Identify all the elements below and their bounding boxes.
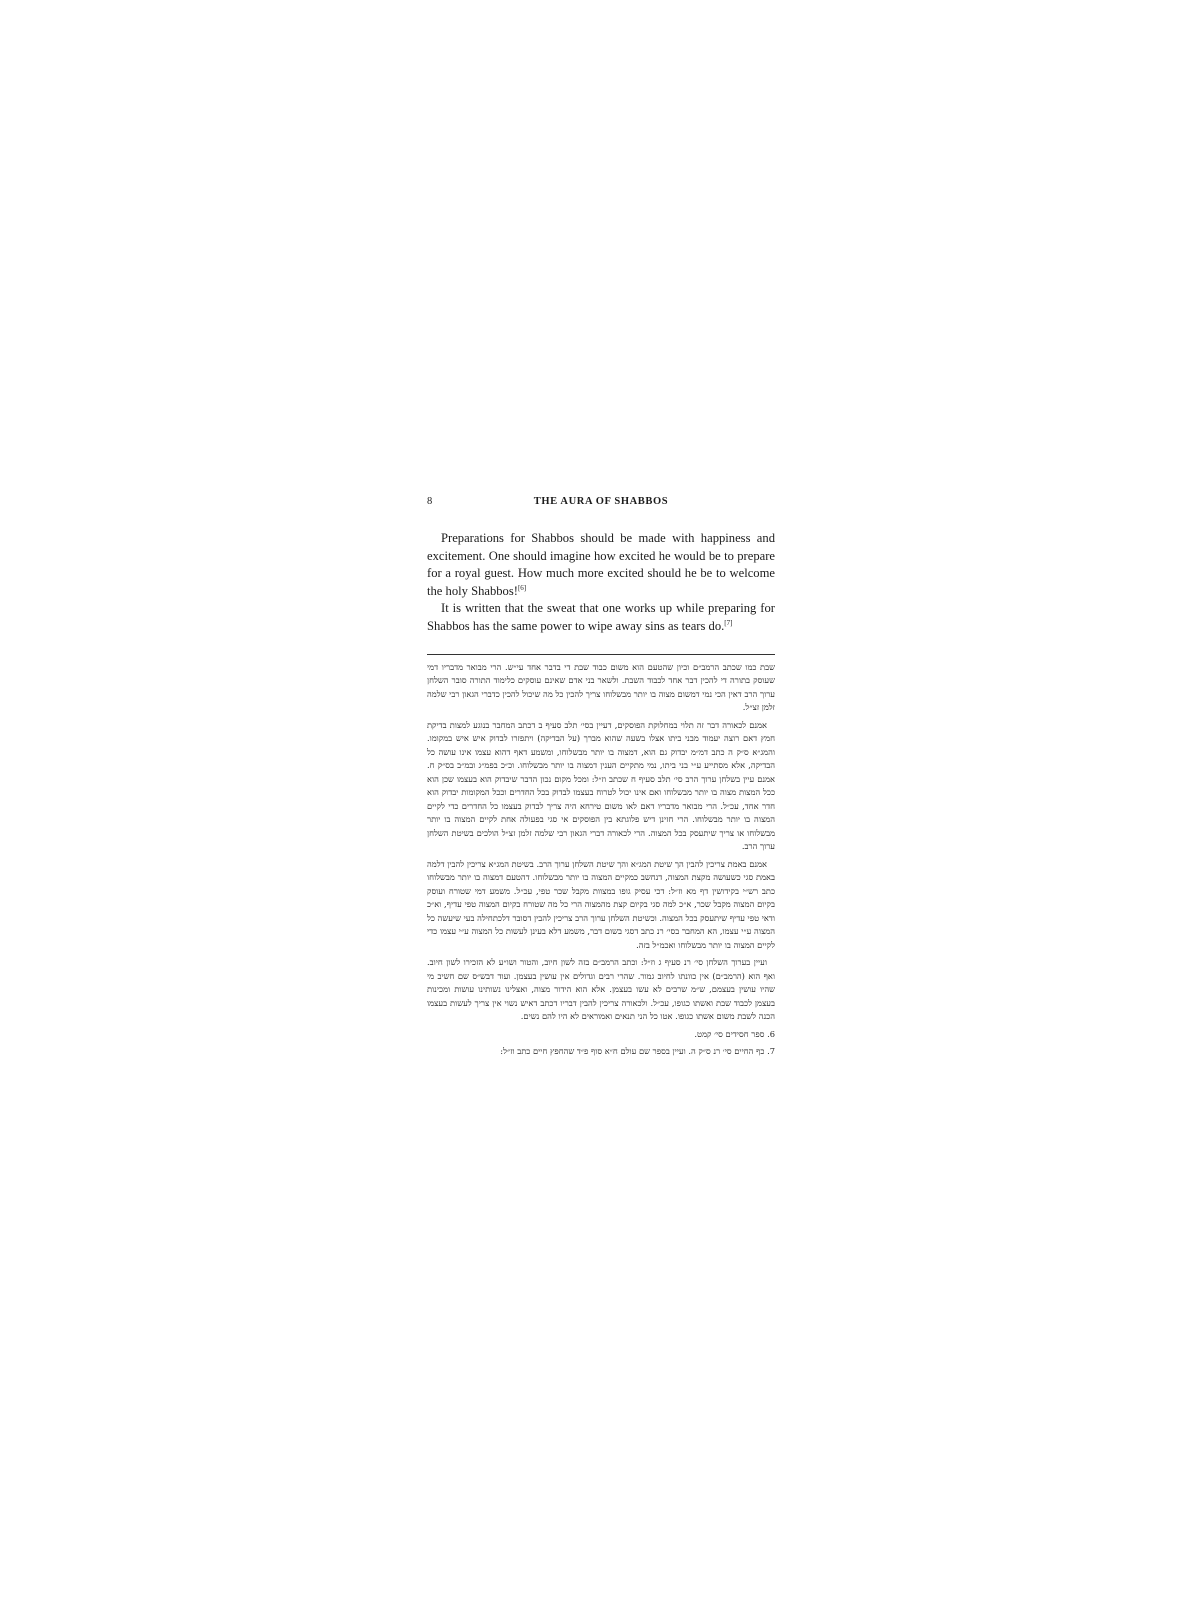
footnote-7: 7. כף החיים סי׳ רנ ס״ק ה. ועיין בספר שם עולם ח״א סוף פ״ד שהחפץ חיים כתב וז״ל:: [500, 1046, 775, 1057]
footnote-6: 6. ספר חסידים סי׳ קמט.: [694, 1028, 775, 1039]
footnote-paragraph: אמנם באמת צריכין להבין הך שיטת המג״א והך שיטת השלחן ערוך הרב. בשיטת המג״א צריכין להבין דלמה באמת סגי כשעושה מקצת המצוה, דנחשב כמקיים המצוה בו יותר מבשלוחו. דהטעם דמצוה בו יותר מבשלוחו כתב רש״י בקידושין דף מא וז״ל: דכי עסיק גופו במצוות מקבל שכר טפי, עכ״ל. משמע דמי שטורח ועוסק בקיום המצוה מקבל שכר, א״כ למה סגי בקיום קצת מהמצוה הרי כל מה שטורח בקיום המצוה טפי עדיף, וא״כ ודאי טפי עדיף שיתעסק בכל המצוה. וכשיטת השלחן ערוך הרב צריכין להבין דסובר דלכתחילה בעי שיעשה כל המצוה ע״י עצמו, הא המחבר בסי׳ רנ כתב דסגי בשום דבר, משמע דלא בעינן לעשות כל המצוה ע״י עצמו כדי לקיים המצוה בו יותר מבשלוחו ואכמ״ל בזה.: [426, 858, 775, 950]
footnote-reference: [6]: [517, 583, 527, 592]
book-page: [427, 494, 775, 1063]
book-title: THE AURA OF SHABBOS: [533, 496, 669, 507]
body-paragraph: [427, 530, 775, 600]
footnote-divider: [427, 654, 775, 655]
page-number: 8: [427, 496, 433, 507]
paragraph-text: Preparations for Shabbos should be made with happiness and excitement. One should imagine how excited he would be to prepare for a royal guest. How much more excited should he be to welcome the holy Shabbos!: [427, 531, 775, 598]
footnote-paragraph: שבת כמו שכתב הרמב״ם וכיון שהטעם הוא משום כבוד שבת די בדבר אחד עי״ש. הרי מבואר מדבריו דמי שעוסק בתורה די להכין דבר אחד לכבוד השבת. ולשאר בני אדם שאינם עוסקים כלימוד התורה סובר השלחן ערוך הרב דאין הכי נמי דמשום מצוה בו יותר מבשלוחו צריך להכין כל מה שיכול להכין כדברי הגאון רבי שלמה זלמן זצ״ל.: [427, 661, 775, 713]
footnote-reference: [7]: [724, 618, 733, 627]
footnotes: [427, 661, 775, 1059]
paragraph-text: It is written that the sweat that one works up while preparing for Shabbos has the same power to wipe away sins as tears do.: [427, 601, 775, 633]
running-head: [427, 494, 775, 512]
body-paragraph: [427, 600, 775, 635]
footnote-paragraph: ועיין בערוך השלחן סי׳ רנ סעיף ג וז״ל: וכתב הרמב״ם בזה לשון חיוב, והטור ושו״ע לא הזכירו לשון חיוב. ואף הוא (הרמב״ם) אין כוונתו לחיוב גמור. שהרי רבים וגדולים אין עושין בעצמן. ועוד דבש״ס שם חשיב מי שהיו עושין בעצמם, ש״מ שרבים לא עשו בעצמן. אלא הוא הידור מצוה, ואצלינו נשותינו עושות ומכינות בעצמן לכבוד שבת ואשתו כגופו, עכ״ל. ולכאורה צריכין להבין דבריו דכתב דאיש נשוי אין צריך לעשות בעצמו הכנה לשבת משום אשתו כגופו. אטו כל הני תנאים ואמוראים לא היו להם נשים.: [427, 957, 775, 1022]
main-text: [427, 530, 775, 636]
footnote-paragraph: אמנם לכאורה דבר זה תלוי במחלוקת הפוסקים, דעיין בסי׳ תלב סעיף ב דכתב המחבר בנוגע למצות בדיקת חמץ דאם רוצה יעמוד מבני ביתו אצלו בשעה שהוא מברך (על הבדיקה) ויתפזרו לבדוק איש איש במקומו. והמג״א ס״ק ה כתב דמ״מ יבדוק גם הוא, דמצוה בו יותר מבשלוחו, ומשמע דאף דהוא עצמו אינו עושה כל הבדיקה, אלא מסתייע ע״י בני ביתו, נמי מתקיים הענין דמצוה בו יותר מבשלוחו. וכ״כ בפמ״ג ובמ״ב בס״ק ח. אמנם עיין בשלחן ערוך הרב סי׳ תלב סעיף ח שכתב וז״ל: ומכל מקום נכון הדבר שיבדוק הוא בעצמו שכן הוא ככל המצות מצוה בו יותר מבשלוחו ואם אינו יכול לטרוח בעצמו לבדוק בכל החדרים וככל המקומות יבדוק הוא חדר אחד, עכ״ל. הרי מבואר מדבריו דאם לאו משום טירחא היה צריך לבדוק בעצמו כל החדרים כדי לקיים המצוה בו יותר מבשלוחו. הרי חזינן דיש פלוגתא בין הפוסקים אי סגי בפעולה אחת לקיים המצוה בו יותר מבשלוחו או צריך שיתעסק בכל המצוה. הרי לכאורה דברי הגאון רבי שלמה זלמן זצ״ל הולכים בשיטת השלחן ערוך הרב.: [427, 719, 775, 852]
